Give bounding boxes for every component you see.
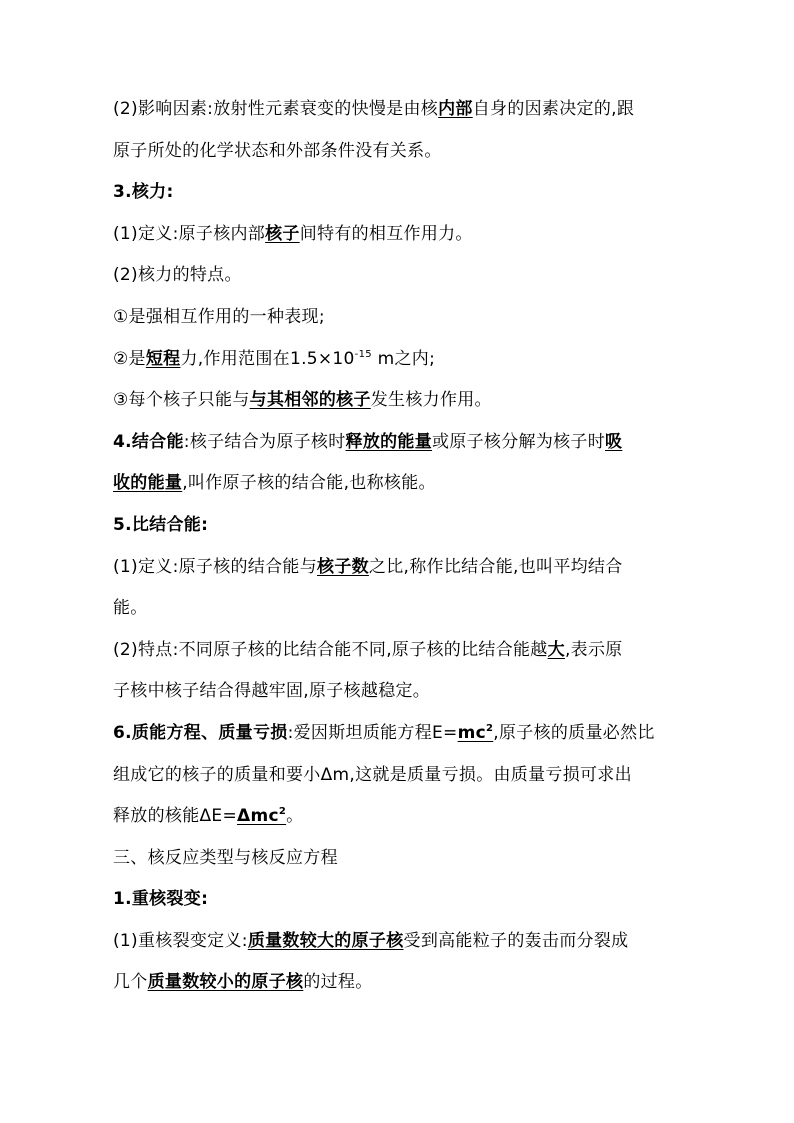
text: 几个 — [113, 972, 148, 993]
formula-part: mc — [457, 722, 487, 743]
text: 间特有的相互作用力。 — [299, 223, 473, 244]
text: ③每个核子只能与 — [113, 390, 250, 411]
text-line: 组成它的核子的质量和要小Δm,这就是质量亏损。由质量亏损可求出 — [113, 764, 632, 785]
key-term — [458, 723, 494, 743]
section-heading: 3.核力: — [113, 182, 174, 203]
exponent: -15 — [354, 348, 372, 360]
text-line — [113, 346, 713, 372]
text: 力,作用范围在1.5×10 — [180, 348, 355, 369]
text: 的过程。 — [303, 972, 373, 993]
text-line — [113, 554, 713, 580]
text: (1)定义:原子核的结合能与 — [113, 556, 318, 577]
text-line: 能。 — [113, 598, 148, 619]
text: ,叫作原子核的结合能,也称核能。 — [182, 473, 436, 494]
text: (2)影响因素:放射性元素衰变的快慢是由核 — [113, 99, 439, 119]
text-line — [113, 387, 713, 413]
key-term: 释放的能量 — [345, 431, 433, 452]
key-term — [237, 806, 286, 826]
text-line — [113, 969, 713, 995]
text: (1)定义:原子核内部 — [113, 223, 266, 244]
text: ,表示原 — [564, 639, 623, 660]
text: (1)重核裂变定义: — [113, 930, 248, 951]
text-line — [113, 96, 713, 122]
text-line — [113, 429, 713, 455]
section-heading: 4.结合能 — [113, 431, 184, 452]
key-term: 核子 — [265, 223, 300, 244]
text-line — [113, 637, 713, 663]
text-line — [113, 928, 713, 954]
key-term: 内部 — [438, 99, 473, 119]
text: m之内; — [371, 348, 436, 369]
key-term: 大 — [547, 639, 565, 660]
text: :核子结合为原子核时 — [183, 431, 346, 452]
text-line: 原子所处的化学状态和外部条件没有关系。 — [113, 140, 442, 161]
text-line: ①是强相互作用的一种表现; — [113, 306, 325, 327]
text-line — [113, 803, 713, 829]
key-term: 核子数 — [317, 556, 369, 577]
text: 受到高能粒子的轰击而分裂成 — [403, 930, 629, 951]
section-heading: 5.比结合能: — [113, 514, 209, 535]
text: 。 — [286, 806, 304, 827]
document-page — [113, 96, 713, 1011]
text-line: (2)核力的特点。 — [113, 265, 242, 286]
section-heading: 6.质能方程、质量亏损 — [113, 722, 288, 743]
text: (2)特点:不同原子核的比结合能不同,原子核的比结合能越 — [113, 639, 548, 660]
text-line: 子核中核子结合得越牢固,原子核越稳定。 — [113, 681, 431, 702]
text: 之比,称作比结合能,也叫平均结合 — [368, 556, 623, 577]
text: 发生核力作用。 — [370, 390, 492, 411]
key-term: 短程 — [145, 348, 181, 369]
text: ②是 — [113, 348, 146, 369]
section-heading: 1.重核裂变: — [113, 889, 209, 910]
text: 或原子核分解为核子时 — [432, 431, 606, 452]
formula-part: Δmc — [237, 806, 279, 827]
key-term: 吸 — [605, 431, 623, 452]
exponent: 2 — [278, 806, 287, 818]
text-line — [113, 470, 713, 496]
text-line — [113, 221, 713, 247]
text: 自身的因素决定的,跟 — [472, 99, 635, 119]
exponent: 2 — [486, 722, 494, 734]
text-line — [113, 720, 713, 746]
key-term: 质量数较大的原子核 — [247, 930, 404, 951]
text: :爱因斯坦质能方程E= — [287, 722, 458, 743]
key-term: 质量数较小的原子核 — [147, 972, 304, 993]
key-term: 收的能量 — [113, 473, 183, 494]
section-heading: 三、核反应类型与核反应方程 — [113, 847, 338, 868]
text: ,原子核的质量必然比 — [493, 722, 655, 743]
key-term: 与其相邻的核子 — [249, 390, 371, 411]
text: 释放的核能ΔE= — [113, 806, 238, 827]
